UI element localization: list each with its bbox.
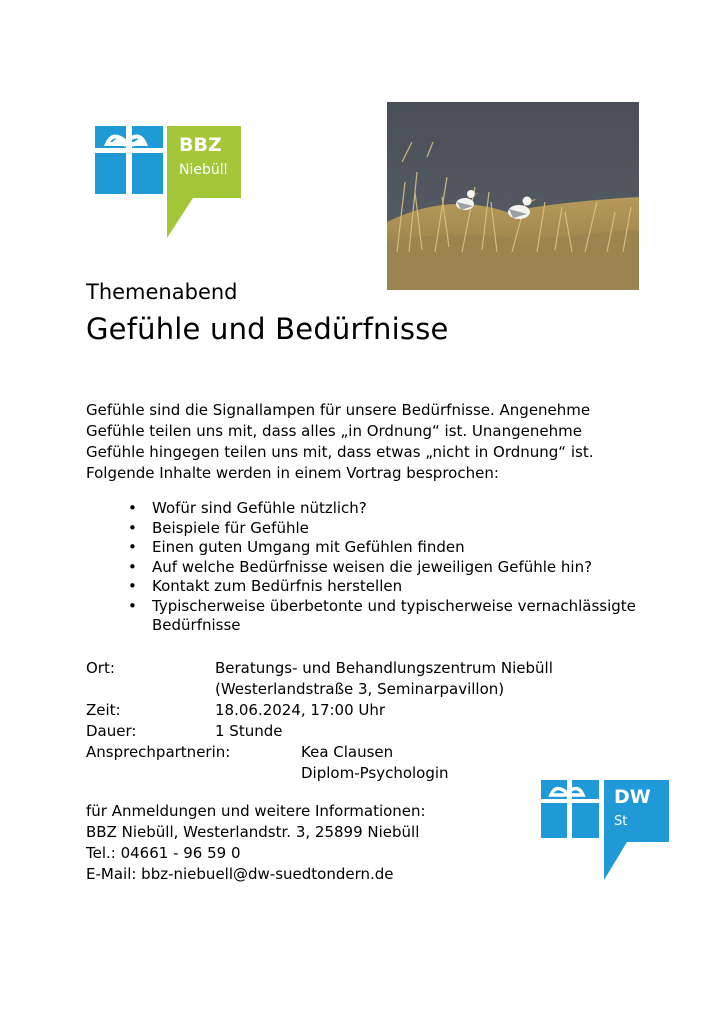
location-address: (Westerlandstraße 3, Seminarpavillon) [215, 680, 505, 698]
registration-email: E-Mail: bbz-niebuell@dw-suedtondern.de [86, 865, 394, 883]
event-kicker: Themenabend [86, 280, 238, 304]
location-value: Beratungs- und Behandlungszentrum Niebüll [215, 659, 553, 677]
intro-paragraph: Gefühle sind die Signallampen für unsere Bedürfnisse. Angenehme Gefühle teilen uns mit, dass alles „in Ordnung“ ist. Unangenehme Gefühle hingegen teilen uns mit, dass etwas „nicht in Ordnung“ ist. Folgende Inhalte werden in einem Vortrag besprochen: [86, 401, 594, 482]
duration-label: Dauer: [86, 722, 137, 740]
dw-logo-text: DW [614, 786, 651, 808]
contact-person-title: Diplom-Psychologin [301, 764, 449, 782]
list-item: • Typischerweise überbetonte und typischerweise vernachlässigte Bedürfnisse [128, 597, 648, 636]
registration-phone: Tel.: 04661 - 96 59 0 [86, 844, 241, 862]
topic-list [128, 499, 648, 636]
bbz-logo-text: BBZ [179, 134, 222, 156]
seagulls-photo [387, 102, 639, 290]
registration-address: BBZ Niebüll, Westerlandstr. 3, 25899 Niebüll [86, 823, 420, 841]
list-item: • Auf welche Bedürfnisse weisen die jeweiligen Gefühle hin? [128, 558, 648, 578]
duration-value: 1 Stunde [215, 722, 283, 740]
page-title: Gefühle und Bedürfnisse [86, 312, 449, 346]
location-label: Ort: [86, 659, 115, 677]
dw-logo-icon [541, 780, 671, 880]
dw-logo-subtext: St [614, 814, 628, 829]
time-value: 18.06.2024, 17:00 Uhr [215, 701, 386, 719]
list-item: • Beispiele für Gefühle [128, 519, 648, 539]
list-item: • Wofür sind Gefühle nützlich? [128, 499, 648, 519]
contact-person-label: Ansprechpartnerin: [86, 743, 231, 761]
registration-heading: für Anmeldungen und weitere Informationen: [86, 802, 426, 820]
bbz-logo-subtext: Niebüll [179, 162, 228, 178]
list-item: • Kontakt zum Bedürfnis herstellen [128, 577, 648, 597]
list-item: • Einen guten Umgang mit Gefühlen finden [128, 538, 648, 558]
dw-st-logo [541, 780, 671, 880]
seagulls-in-dune-grass-icon [387, 102, 639, 290]
registration-contact [86, 801, 426, 885]
time-label: Zeit: [86, 701, 121, 719]
contact-person-name: Kea Clausen [301, 743, 394, 761]
bbz-niebuell-logo [95, 126, 241, 238]
